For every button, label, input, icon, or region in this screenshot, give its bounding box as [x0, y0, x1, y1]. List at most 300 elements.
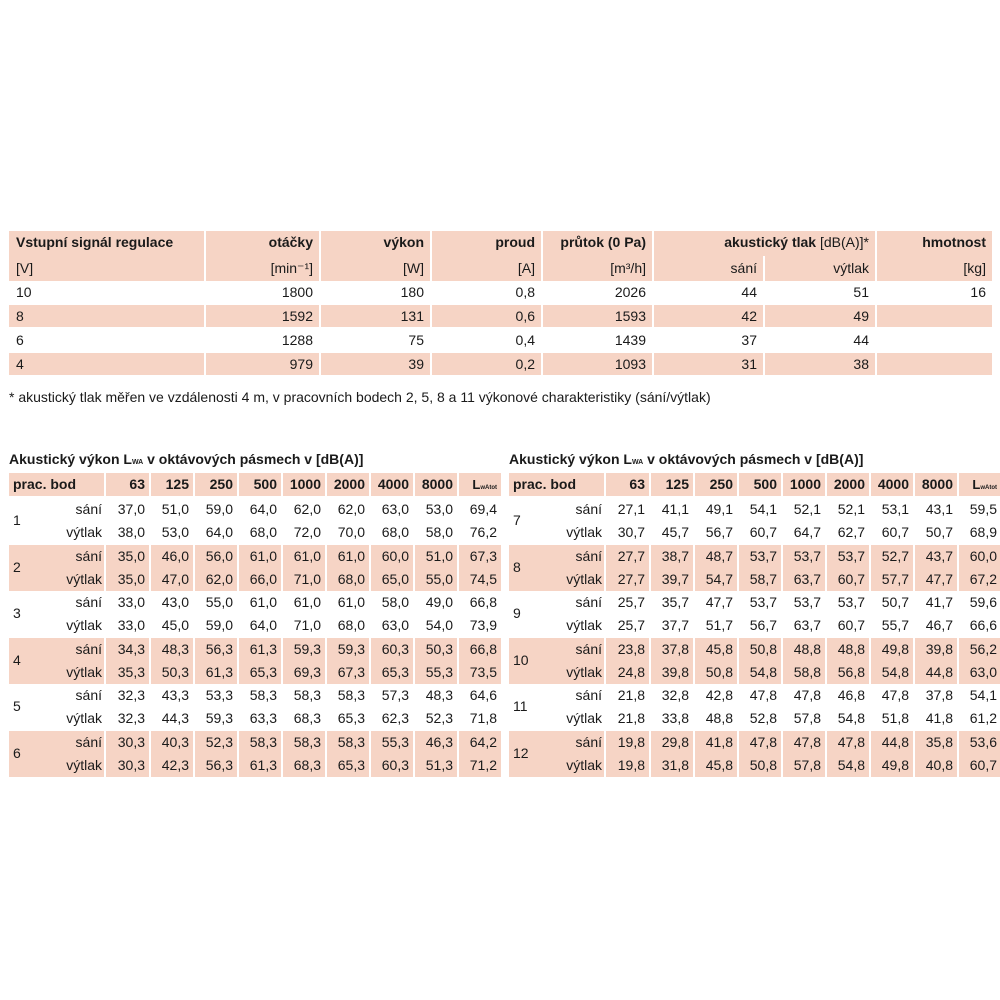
exhaust-value: 47,7: [915, 568, 957, 591]
exhaust-value: 25,7: [617, 617, 645, 633]
point-id: 11: [513, 698, 528, 714]
octave-header-band-125: 125: [651, 473, 693, 496]
intake-value: 59,3: [327, 638, 369, 661]
point-id: 2: [13, 558, 21, 575]
exhaust-value: 57,7: [871, 568, 913, 591]
intake-value: 61,0: [249, 594, 277, 610]
intake-value: 56,3: [195, 638, 237, 661]
exhaust-value: 68,0: [337, 617, 365, 633]
intake-value: 43,7: [915, 545, 957, 568]
intake-value: 66,8: [459, 638, 501, 661]
intake-value: 47,8: [881, 687, 909, 703]
intake-value: 59,5: [969, 501, 997, 517]
intake-value: 53,7: [827, 545, 869, 568]
point-id: 1: [13, 512, 21, 528]
intake-value: 29,8: [651, 731, 693, 754]
exhaust-value: 56,7: [705, 524, 733, 540]
intake-value: 61,0: [283, 545, 325, 568]
exhaust-label: výtlak: [566, 570, 602, 587]
intake-value: 60,0: [371, 545, 413, 568]
exhaust-value: 48,8: [705, 710, 733, 726]
exhaust-value: 63,0: [381, 617, 409, 633]
exhaust-value: 61,2: [969, 710, 997, 726]
intake-value: 53,7: [793, 594, 821, 610]
right-title-pre: Akustický výkon L: [509, 451, 632, 467]
intake-value: 41,1: [661, 501, 689, 517]
unit-speed: [min⁻¹]: [206, 256, 319, 281]
intake-value: 27,1: [617, 501, 645, 517]
exhaust-value: 33,0: [117, 617, 145, 633]
intake-value: 35,8: [915, 731, 957, 754]
main-cell-power: 75: [408, 332, 424, 348]
header-acoustic-label: akustický tlak: [724, 234, 817, 250]
exhaust-value: 63,7: [783, 568, 825, 591]
intake-value: 57,3: [381, 687, 409, 703]
octave-header-band-4000: 4000: [371, 473, 413, 496]
exhaust-value: 32,3: [117, 710, 145, 726]
main-cell-intake: 31: [654, 353, 763, 375]
octave-header-band-500: 500: [239, 473, 281, 496]
exhaust-value: 40,8: [915, 754, 957, 777]
exhaust-value: 52,8: [749, 710, 777, 726]
intake-value: 48,8: [827, 638, 869, 661]
octave-header-band-125: 125: [151, 473, 193, 496]
exhaust-value: 73,9: [469, 617, 497, 633]
intake-value: 55,3: [371, 731, 413, 754]
exhaust-value: 66,0: [239, 568, 281, 591]
exhaust-label: výtlak: [566, 524, 602, 540]
intake-value: 50,3: [415, 638, 457, 661]
octave-header-total: [459, 473, 501, 496]
intake-value: 53,7: [749, 594, 777, 610]
intake-value: 61,0: [293, 594, 321, 610]
exhaust-value: 68,9: [969, 524, 997, 540]
intake-value: 34,3: [106, 638, 149, 661]
header-acoustic: [654, 231, 875, 256]
exhaust-value: 52,3: [425, 710, 453, 726]
intake-value: 62,0: [337, 501, 365, 517]
left-title-sub: WA: [131, 459, 144, 466]
left-title-post: v oktávových pásmech v [dB(A)]: [143, 451, 364, 467]
exhaust-value: 68,3: [293, 710, 321, 726]
intake-value: 51,0: [161, 501, 189, 517]
octave-header-band-63: 63: [606, 473, 649, 496]
exhaust-value: 74,5: [459, 568, 501, 591]
header-power: výkon: [321, 231, 430, 256]
exhaust-label: výtlak: [566, 663, 602, 680]
intake-value: 53,7: [783, 545, 825, 568]
point-id: 9: [513, 605, 521, 621]
main-cell-intake: 37: [741, 332, 757, 348]
right-title-sub: WA: [631, 459, 644, 466]
exhaust-value: 65,0: [371, 568, 413, 591]
exhaust-value: 58,0: [425, 524, 453, 540]
octave-header-band-1000: 1000: [283, 473, 325, 496]
main-cell-exhaust: 49: [765, 305, 875, 327]
main-cell-speed: 979: [206, 353, 319, 375]
exhaust-value: 35,3: [106, 661, 149, 684]
exhaust-value: 60,7: [959, 754, 1000, 777]
intake-value: 46,8: [837, 687, 865, 703]
exhaust-label: výtlak: [66, 570, 102, 587]
exhaust-value: 64,7: [793, 524, 821, 540]
octave-header-band-1000: 1000: [783, 473, 825, 496]
octave-header-total-sub: wAtot: [980, 485, 997, 491]
unit-power: [W]: [321, 256, 430, 281]
intake-value: 33,0: [117, 594, 145, 610]
unit-current: [A]: [432, 256, 541, 281]
intake-value: 48,3: [151, 638, 193, 661]
exhaust-value: 54,0: [425, 617, 453, 633]
exhaust-value: 51,3: [415, 754, 457, 777]
exhaust-label: výtlak: [66, 524, 102, 540]
intake-value: 35,7: [661, 594, 689, 610]
exhaust-value: 63,0: [959, 661, 1000, 684]
octave-header-band-500: 500: [739, 473, 781, 496]
header-flow: průtok (0 Pa): [543, 231, 652, 256]
intake-value: 66,8: [469, 594, 497, 610]
intake-value: 58,0: [381, 594, 409, 610]
exhaust-value: 65,3: [337, 710, 365, 726]
point-id: 7: [513, 512, 521, 528]
intake-value: 48,3: [425, 687, 453, 703]
exhaust-value: 21,8: [617, 710, 645, 726]
exhaust-value: 47,0: [151, 568, 193, 591]
exhaust-value: 51,7: [705, 617, 733, 633]
exhaust-value: 69,3: [283, 661, 325, 684]
intake-value: 21,8: [617, 687, 645, 703]
exhaust-value: 35,0: [106, 568, 149, 591]
header-weight: hmotnost: [877, 231, 992, 256]
intake-value: 52,1: [793, 501, 821, 517]
main-cell-speed: 1592: [206, 305, 319, 327]
unit-signal: [V]: [9, 256, 204, 281]
octave-header-point: prac. bod: [509, 473, 604, 496]
intake-value: 61,3: [239, 638, 281, 661]
intake-value: 52,3: [195, 731, 237, 754]
intake-label: sání: [575, 547, 602, 564]
intake-value: 52,7: [871, 545, 913, 568]
intake-value: 38,7: [651, 545, 693, 568]
octave-header-total-sub: wAtot: [480, 485, 497, 491]
intake-value: 61,0: [337, 594, 365, 610]
exhaust-value: 62,0: [195, 568, 237, 591]
main-cell-speed: 1800: [281, 284, 313, 300]
exhaust-value: 68,3: [283, 754, 325, 777]
exhaust-value: 54,8: [739, 661, 781, 684]
exhaust-value: 37,7: [661, 617, 689, 633]
intake-value: 35,0: [106, 545, 149, 568]
intake-value: 58,3: [293, 687, 321, 703]
intake-value: 58,3: [337, 687, 365, 703]
intake-value: 41,8: [695, 731, 737, 754]
exhaust-value: 39,7: [651, 568, 693, 591]
octave-header-band-2000: 2000: [327, 473, 369, 496]
exhaust-value: 54,7: [695, 568, 737, 591]
point-id: 10: [513, 651, 529, 668]
exhaust-value: 65,3: [371, 661, 413, 684]
intake-value: 48,8: [783, 638, 825, 661]
exhaust-value: 50,8: [695, 661, 737, 684]
intake-value: 60,0: [959, 545, 1000, 568]
main-cell-weight: 16: [970, 284, 986, 300]
intake-value: 64,6: [469, 687, 497, 703]
intake-value: 58,3: [249, 687, 277, 703]
intake-value: 19,8: [606, 731, 649, 754]
main-cell-weight: [877, 353, 992, 375]
exhaust-value: 60,7: [881, 524, 909, 540]
octave-header-band-8000: 8000: [915, 473, 957, 496]
intake-value: 50,8: [739, 638, 781, 661]
exhaust-value: 59,3: [205, 710, 233, 726]
exhaust-value: 44,8: [915, 661, 957, 684]
exhaust-value: 54,8: [871, 661, 913, 684]
exhaust-value: 67,3: [327, 661, 369, 684]
intake-value: 63,0: [381, 501, 409, 517]
intake-value: 25,7: [617, 594, 645, 610]
exhaust-label: výtlak: [66, 617, 102, 633]
main-cell-current: 0,4: [515, 332, 535, 348]
point-id: 3: [13, 605, 21, 621]
octave-header-band-2000: 2000: [827, 473, 869, 496]
intake-value: 47,8: [783, 731, 825, 754]
header-signal: Vstupní signál regulace: [9, 231, 204, 256]
exhaust-value: 24,8: [606, 661, 649, 684]
exhaust-value: 55,3: [415, 661, 457, 684]
intake-value: 53,6: [959, 731, 1000, 754]
exhaust-value: 45,7: [661, 524, 689, 540]
exhaust-value: 44,3: [161, 710, 189, 726]
exhaust-value: 71,2: [459, 754, 501, 777]
exhaust-value: 53,0: [161, 524, 189, 540]
intake-value: 59,0: [205, 501, 233, 517]
intake-label: sání: [75, 547, 102, 564]
intake-value: 64,0: [249, 501, 277, 517]
exhaust-value: 60,7: [749, 524, 777, 540]
exhaust-value: 63,3: [249, 710, 277, 726]
exhaust-value: 38,0: [117, 524, 145, 540]
intake-value: 43,3: [161, 687, 189, 703]
intake-value: 47,8: [739, 731, 781, 754]
intake-value: 47,7: [705, 594, 733, 610]
intake-value: 39,8: [915, 638, 957, 661]
intake-label: sání: [75, 687, 102, 703]
main-cell-intake: 42: [654, 305, 763, 327]
exhaust-label: výtlak: [566, 617, 602, 633]
header-acoustic-unit: [dB(A)]*: [819, 234, 869, 250]
main-cell-power: 131: [321, 305, 430, 327]
exhaust-label: výtlak: [566, 756, 602, 773]
main-cell-current: 0,6: [432, 305, 541, 327]
exhaust-value: 57,8: [793, 710, 821, 726]
intake-value: 49,0: [425, 594, 453, 610]
unit-flow: [m³/h]: [543, 256, 652, 281]
main-cell-speed: 1288: [281, 332, 313, 348]
exhaust-value: 76,2: [469, 524, 497, 540]
intake-value: 47,8: [749, 687, 777, 703]
right-section-title: [509, 449, 863, 473]
octave-header-band-250: 250: [195, 473, 237, 496]
exhaust-value: 71,0: [283, 568, 325, 591]
intake-value: 44,8: [871, 731, 913, 754]
exhaust-value: 65,3: [239, 661, 281, 684]
exhaust-value: 27,7: [606, 568, 649, 591]
octave-header-point: prac. bod: [9, 473, 104, 496]
intake-value: 54,1: [969, 687, 997, 703]
exhaust-value: 60,7: [837, 617, 865, 633]
exhaust-value: 41,8: [925, 710, 953, 726]
intake-value: 56,2: [959, 638, 1000, 661]
main-cell-exhaust: 44: [853, 332, 869, 348]
intake-value: 60,3: [371, 638, 413, 661]
octave-header-total: [959, 473, 1000, 496]
exhaust-value: 66,6: [969, 617, 997, 633]
header-speed: otáčky: [206, 231, 319, 256]
point-id: 12: [513, 744, 529, 761]
exhaust-value: 71,8: [469, 710, 497, 726]
octave-header-band-63: 63: [106, 473, 149, 496]
exhaust-value: 55,7: [881, 617, 909, 633]
intake-value: 41,7: [925, 594, 953, 610]
intake-value: 37,8: [651, 638, 693, 661]
main-cell-flow: 1593: [543, 305, 652, 327]
exhaust-value: 50,7: [925, 524, 953, 540]
main-cell-signal: 4: [9, 353, 204, 375]
intake-label: sání: [575, 733, 602, 750]
intake-value: 69,4: [469, 501, 497, 517]
intake-value: 43,0: [161, 594, 189, 610]
intake-label: sání: [75, 501, 102, 517]
intake-value: 27,7: [606, 545, 649, 568]
intake-value: 59,3: [283, 638, 325, 661]
intake-value: 53,1: [881, 501, 909, 517]
exhaust-label: výtlak: [66, 756, 102, 773]
intake-value: 53,7: [739, 545, 781, 568]
exhaust-value: 60,7: [827, 568, 869, 591]
exhaust-value: 58,8: [783, 661, 825, 684]
intake-value: 59,6: [969, 594, 997, 610]
octave-header-band-250: 250: [695, 473, 737, 496]
intake-value: 46,3: [415, 731, 457, 754]
exhaust-value: 31,8: [651, 754, 693, 777]
unit-intake: sání: [654, 256, 763, 281]
right-title-post: v oktávových pásmech v [dB(A)]: [643, 451, 864, 467]
exhaust-value: 59,0: [205, 617, 233, 633]
intake-value: 55,0: [205, 594, 233, 610]
main-cell-signal: 10: [16, 284, 32, 300]
exhaust-label: výtlak: [66, 663, 102, 680]
octave-header-band-8000: 8000: [415, 473, 457, 496]
intake-value: 61,0: [239, 545, 281, 568]
exhaust-value: 58,7: [739, 568, 781, 591]
intake-value: 37,8: [925, 687, 953, 703]
unit-exhaust: výtlak: [765, 256, 875, 281]
intake-value: 56,0: [195, 545, 237, 568]
exhaust-value: 70,0: [337, 524, 365, 540]
main-cell-flow: 1093: [543, 353, 652, 375]
exhaust-value: 67,2: [959, 568, 1000, 591]
left-title-pre: Akustický výkon L: [9, 451, 132, 467]
point-id: 6: [13, 744, 21, 761]
exhaust-value: 65,3: [327, 754, 369, 777]
exhaust-value: 51,8: [881, 710, 909, 726]
intake-value: 47,8: [827, 731, 869, 754]
exhaust-value: 39,8: [651, 661, 693, 684]
intake-value: 58,3: [239, 731, 281, 754]
intake-value: 61,0: [327, 545, 369, 568]
exhaust-value: 68,0: [249, 524, 277, 540]
exhaust-value: 56,8: [827, 661, 869, 684]
exhaust-value: 62,3: [381, 710, 409, 726]
exhaust-value: 50,3: [151, 661, 193, 684]
exhaust-value: 60,3: [371, 754, 413, 777]
intake-value: 46,0: [151, 545, 193, 568]
exhaust-value: 61,3: [195, 661, 237, 684]
main-cell-flow: 1439: [614, 332, 646, 348]
exhaust-value: 33,8: [661, 710, 689, 726]
exhaust-value: 63,7: [793, 617, 821, 633]
main-cell-exhaust: 51: [853, 284, 869, 300]
intake-value: 52,1: [837, 501, 865, 517]
intake-value: 54,1: [749, 501, 777, 517]
main-cell-signal: 6: [16, 332, 24, 348]
intake-value: 58,3: [283, 731, 325, 754]
octave-header-total-main: L: [972, 477, 981, 492]
intake-value: 62,0: [293, 501, 321, 517]
exhaust-label: výtlak: [566, 710, 602, 726]
intake-value: 67,3: [459, 545, 501, 568]
exhaust-value: 42,3: [151, 754, 193, 777]
exhaust-value: 57,8: [783, 754, 825, 777]
intake-label: sání: [575, 501, 602, 517]
intake-value: 48,7: [695, 545, 737, 568]
intake-label: sání: [575, 640, 602, 657]
exhaust-value: 73,5: [459, 661, 501, 684]
header-current: proud: [432, 231, 541, 256]
exhaust-label: výtlak: [66, 710, 102, 726]
exhaust-value: 56,7: [749, 617, 777, 633]
intake-label: sání: [75, 733, 102, 750]
intake-value: 37,0: [117, 501, 145, 517]
exhaust-value: 62,7: [837, 524, 865, 540]
intake-value: 32,3: [117, 687, 145, 703]
main-cell-signal: 8: [9, 305, 204, 327]
exhaust-value: 45,0: [161, 617, 189, 633]
octave-header-band-4000: 4000: [871, 473, 913, 496]
intake-value: 53,7: [837, 594, 865, 610]
exhaust-value: 45,8: [695, 754, 737, 777]
intake-value: 43,1: [925, 501, 953, 517]
exhaust-value: 64,0: [249, 617, 277, 633]
intake-value: 53,0: [425, 501, 453, 517]
left-section-title: [9, 449, 363, 473]
intake-value: 51,0: [415, 545, 457, 568]
intake-value: 49,1: [705, 501, 733, 517]
main-cell-power: 39: [321, 353, 430, 375]
main-cell-current: 0,2: [432, 353, 541, 375]
intake-value: 45,8: [695, 638, 737, 661]
main-cell-weight: [877, 329, 992, 351]
intake-label: sání: [575, 687, 602, 703]
point-id: 8: [513, 558, 521, 575]
exhaust-value: 64,0: [205, 524, 233, 540]
intake-value: 23,8: [606, 638, 649, 661]
main-cell-weight: [877, 305, 992, 327]
exhaust-value: 56,3: [195, 754, 237, 777]
intake-label: sání: [75, 594, 102, 610]
exhaust-value: 72,0: [293, 524, 321, 540]
point-id: 4: [13, 651, 21, 668]
